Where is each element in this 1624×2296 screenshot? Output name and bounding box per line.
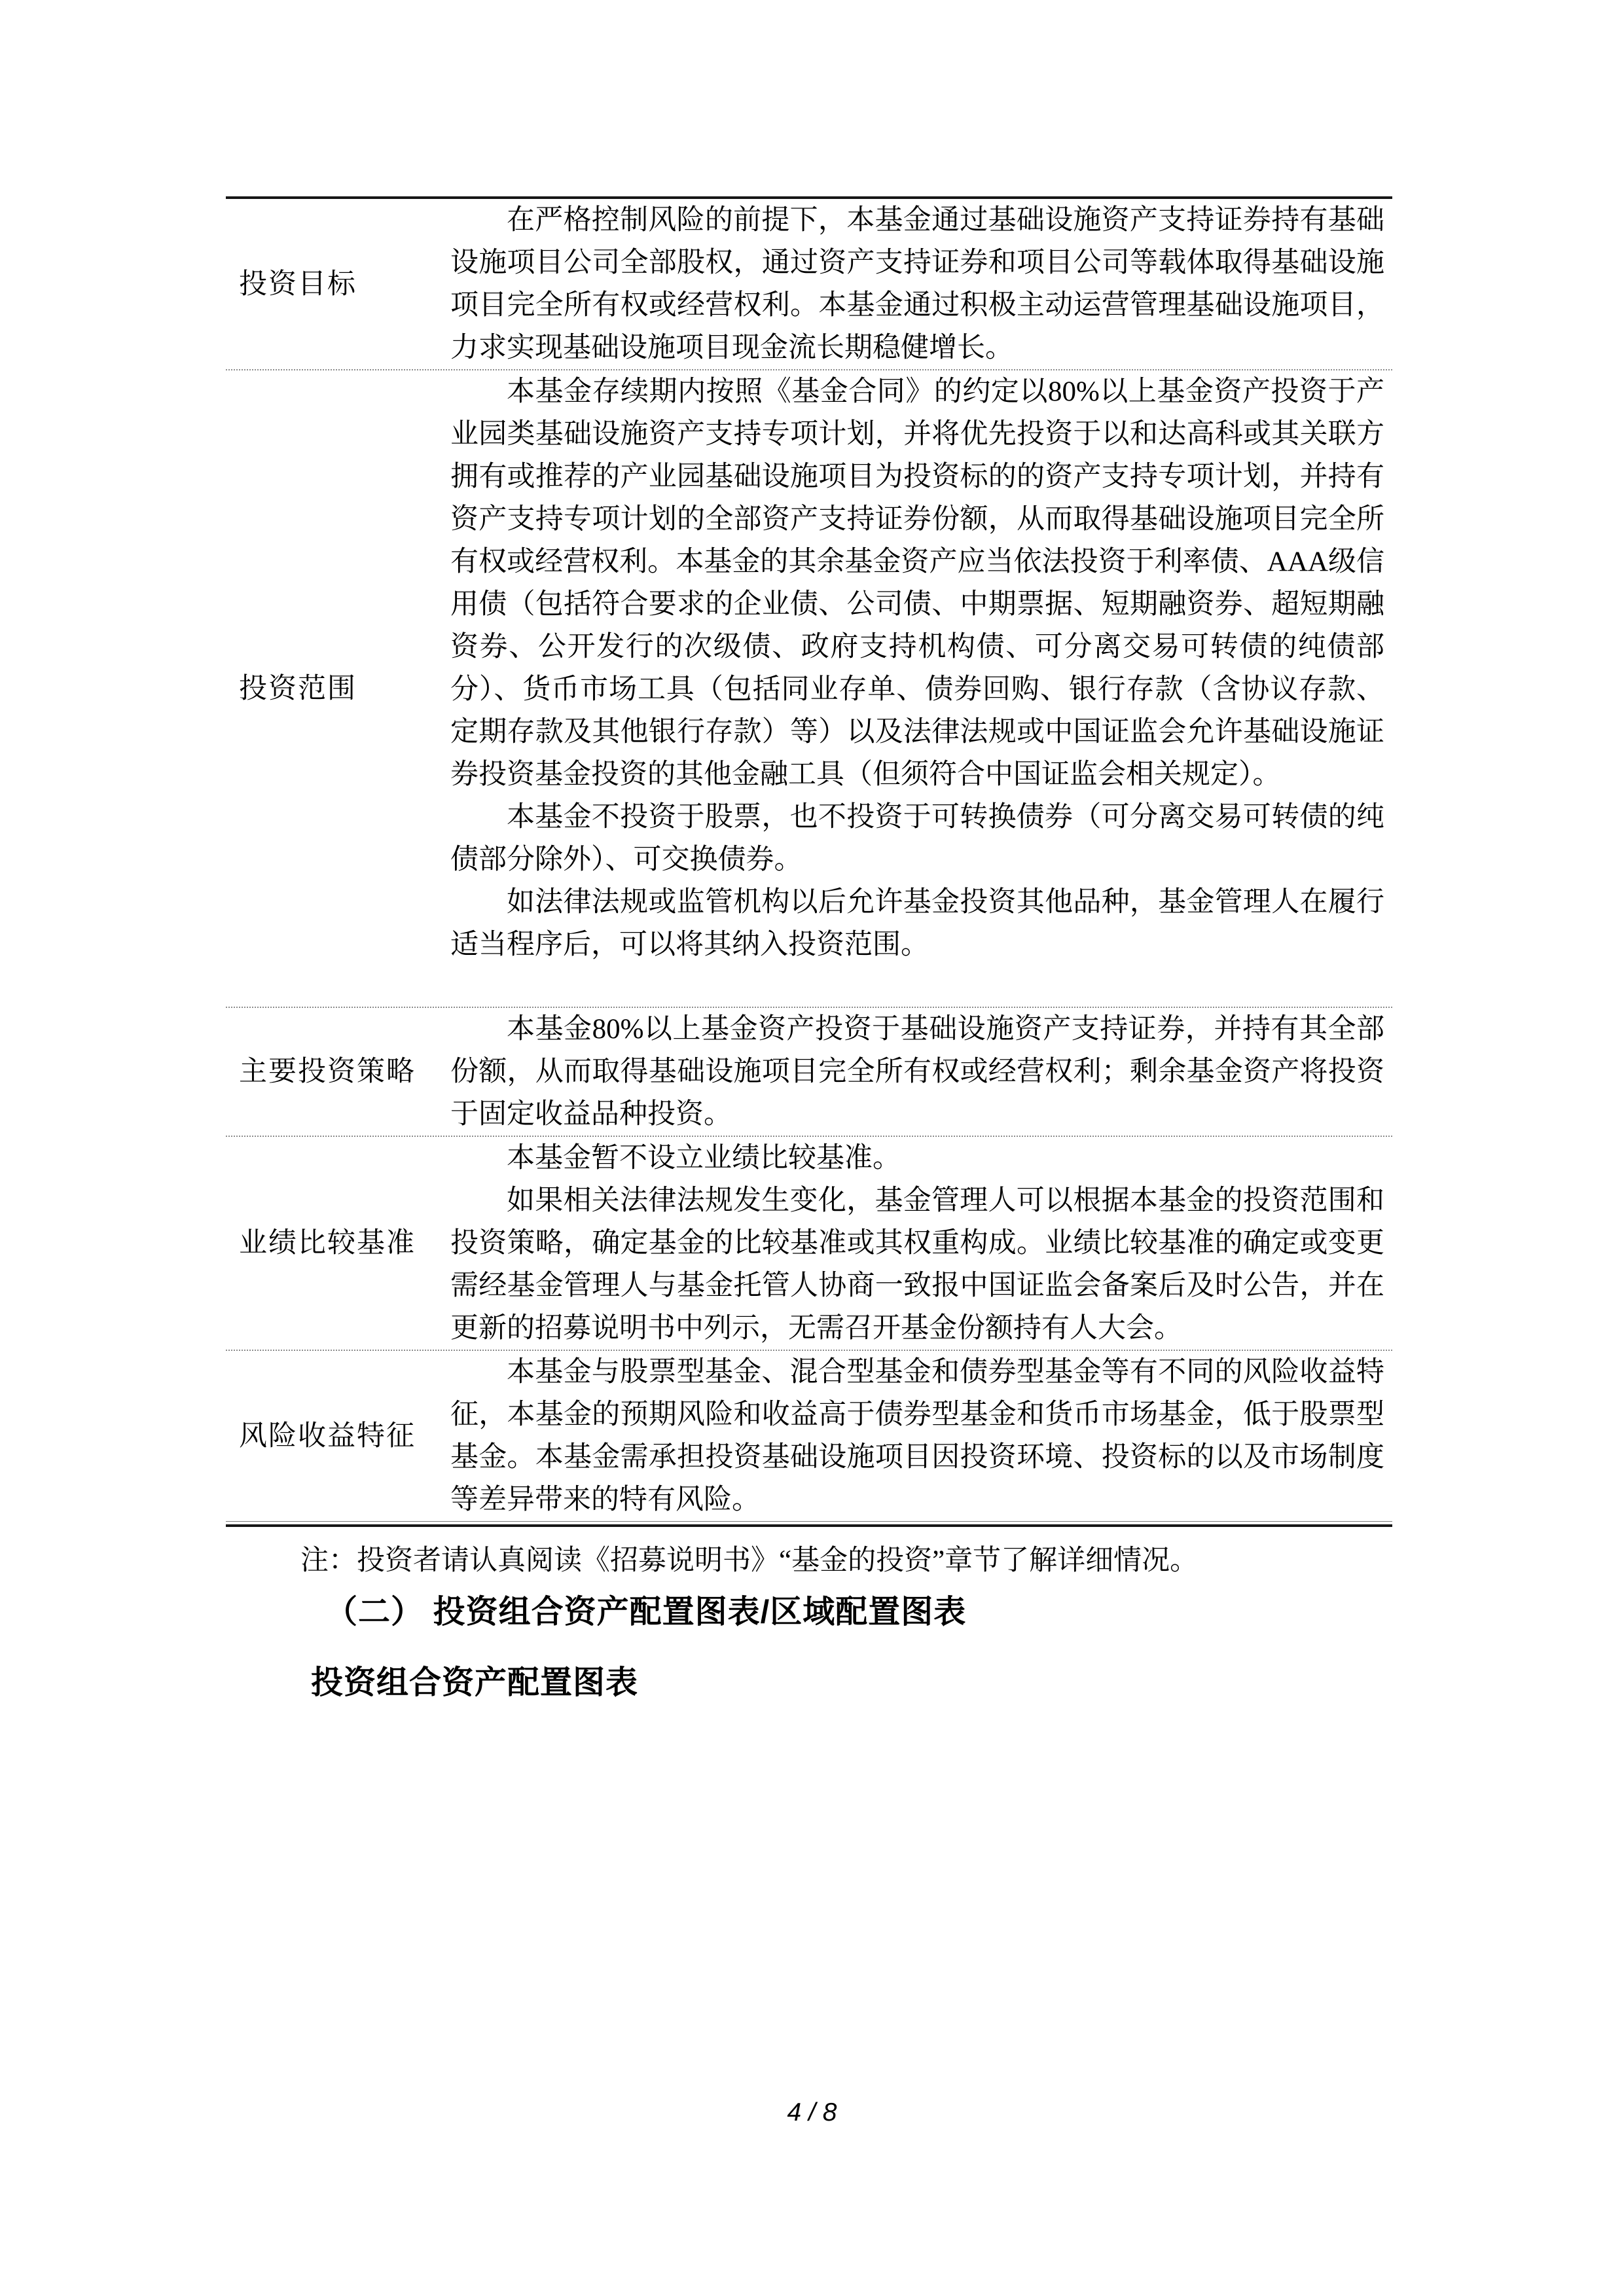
table-row	[226, 199, 1392, 369]
table-note: 注：投资者请认真阅读《招募说明书》“基金的投资”章节了解详细情况。	[300, 1545, 1199, 1576]
page-number: 4 / 8	[787, 2098, 837, 2126]
paragraph: 如果相关法律法规发生变化，基金管理人可以根据本基金的投资范围和投资策略，确定基金的比较基准或其权重构成。业绩比较基准的确定或变更需经基金管理人与基金托管人协商一致报中国证监会备案后及时公告，并在更新的招募说明书中列示，无需召开基金份额持有人大会。	[450, 1185, 1384, 1344]
paragraph: 本基金存续期内按照《基金合同》的约定以80%以上基金资产投资于产业园类基础设施资产支持专项计划，并将优先投资于以和达高科或其关联方拥有或推荐的产业园基础设施项目为投资标的的资产支持专项计划，并持有资产支持专项计划的全部资产支持证券份额，从而取得基础设施项目完全所有权或经营权利。本基金的其余基金资产应当依法投资于利率债、AAA级信用债（包括符合要求的企业债、公司债、中期票据、短期融资券、超短期融资券、公开发行的次级债、政府支持机构债、可分离交易可转债的纯债部分）、货币市场工具（包括同业存单、债券回购、银行存款（含协议存款、定期存款及其他银行存款）等）以及法律法规或中国证监会允许基础设施证券投资基金投资的其他金融工具（但须符合中国证监会相关规定）。	[450, 376, 1384, 790]
row-content	[450, 1137, 1392, 1350]
row-label: 投资目标	[239, 268, 357, 300]
row-label: 业绩比较基准	[239, 1228, 416, 1259]
paragraph: 本基金不投资于股票，也不投资于可转换债券（可分离交易可转债的纯债部分除外）、可交换债券。	[450, 802, 1384, 875]
paragraph: 在严格控制风险的前提下，本基金通过基础设施资产支持证券持有基础设施项目公司全部股权，通过资产支持证券和项目公司等载体取得基础设施项目完全所有权或经营权利。本基金通过积极主动运营管理基础设施项目，力求实现基础设施项目现金流长期稳健增长。	[450, 205, 1384, 363]
paragraph: 如法律法规或监管机构以后允许基金投资其他品种，基金管理人在履行适当程序后，可以将其纳入投资范围。	[450, 887, 1384, 960]
table-row	[226, 369, 1392, 1007]
table-row	[226, 1007, 1392, 1136]
row-content	[450, 1008, 1392, 1136]
table-row	[226, 1136, 1392, 1350]
paragraph: 本基金暂不设立业绩比较基准。	[507, 1143, 901, 1174]
row-label: 投资范围	[239, 673, 357, 704]
sub-heading: 投资组合资产配置图表	[311, 1665, 639, 1700]
row-content	[450, 370, 1392, 1007]
section-heading: （二） 投资组合资产配置图表/区域配置图表	[325, 1594, 967, 1630]
row-label: 主要投资策略	[239, 1056, 416, 1087]
row-label: 风险收益特征	[239, 1420, 416, 1452]
paragraph: 本基金与股票型基金、混合型基金和债券型基金等有不同的风险收益特征，本基金的预期风险和收益高于债券型基金和货币市场基金，低于股票型基金。本基金需承担投资基础设施项目因投资环境、投资标的以及市场制度等差异带来的特有风险。	[450, 1357, 1384, 1515]
table-row	[226, 1350, 1392, 1522]
row-content	[450, 1351, 1392, 1521]
row-content	[450, 199, 1392, 369]
fund-info-table	[226, 196, 1392, 1527]
paragraph: 本基金80%以上基金资产投资于基础设施资产支持证券，并持有其全部份额，从而取得基础设施项目完全所有权或经营权利；剩余基金资产将投资于固定收益品种投资。	[450, 1014, 1384, 1130]
